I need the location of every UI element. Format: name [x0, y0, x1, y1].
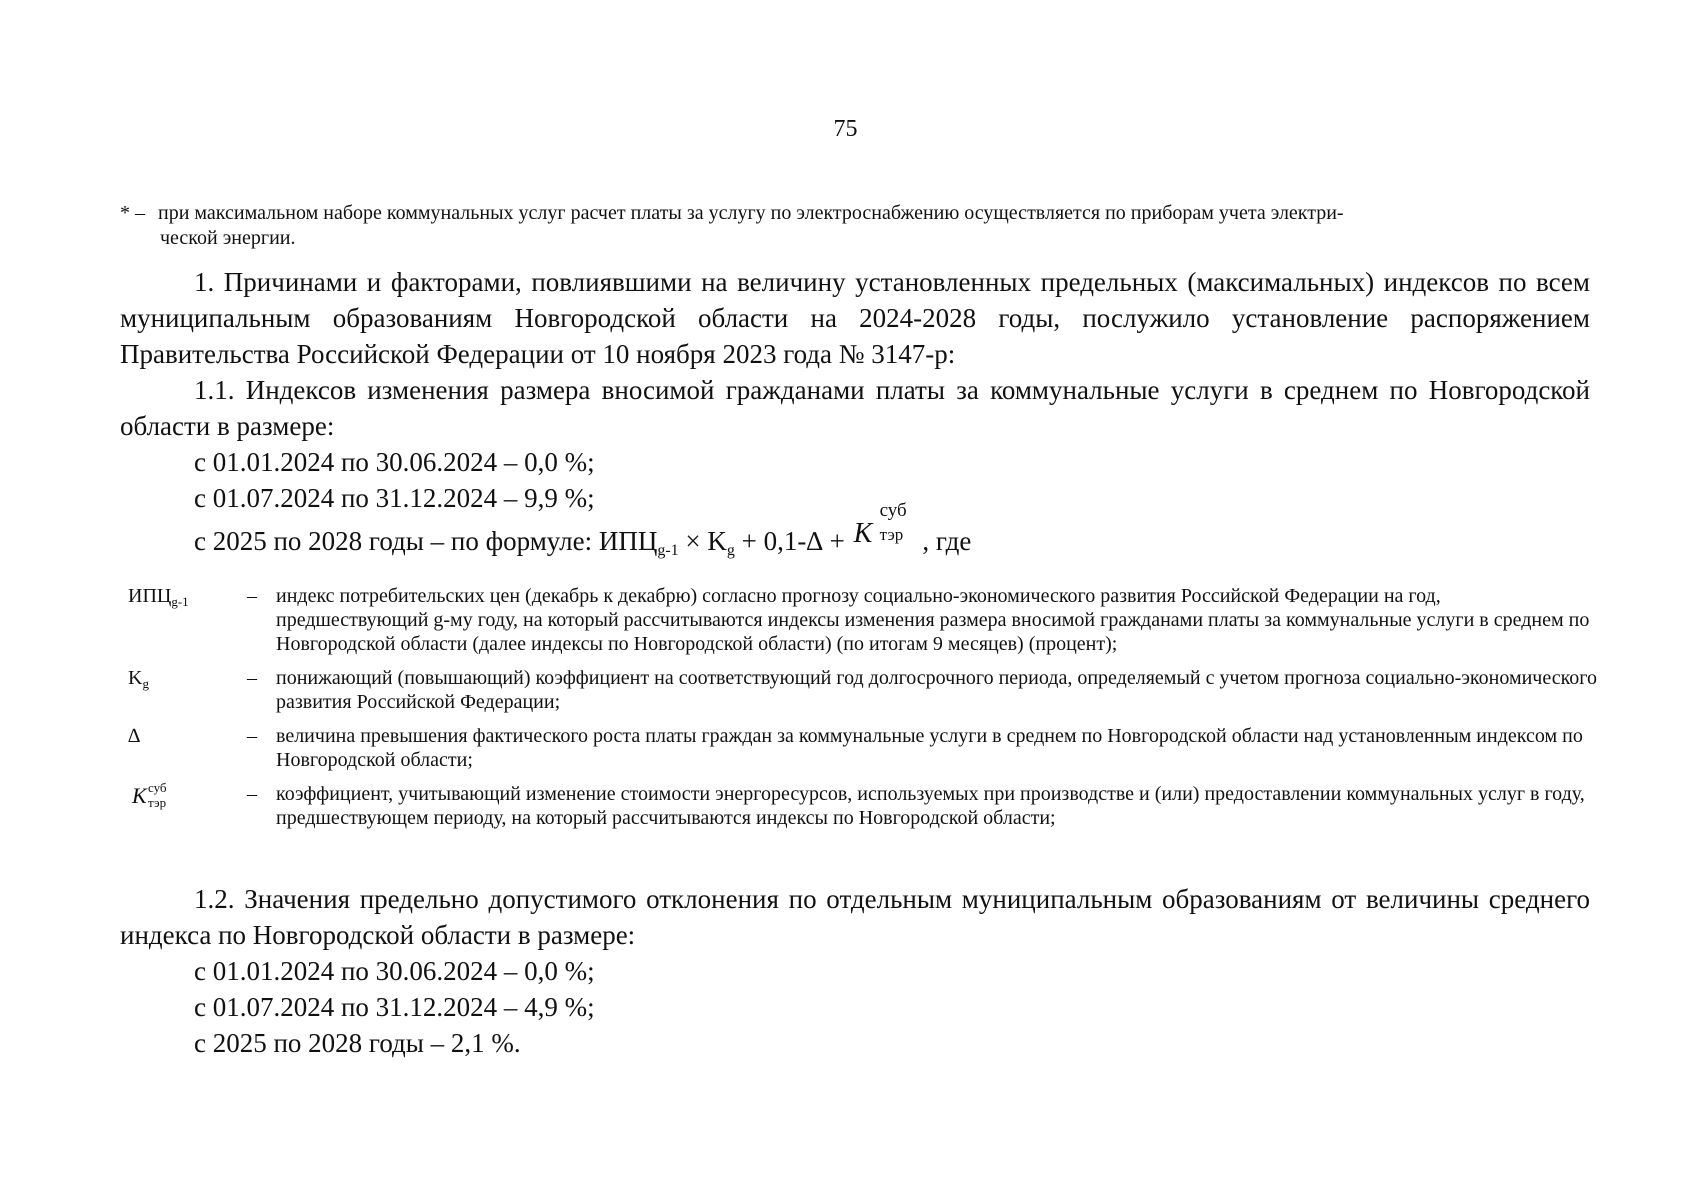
- term-sup: суб: [148, 780, 167, 795]
- section-1-2-item2: с 01.07.2024 по 31.12.2024 – 4,9 %;: [194, 992, 595, 1022]
- section-1-2: [120, 881, 1590, 1061]
- definition-term-delta: [128, 724, 228, 772]
- section-1-2-intro: 1.2. Значения предельно допустимого отклонения по отдельным муниципальным образованиям от величины среднего индекса по Новгородской области в размере:: [120, 884, 1590, 950]
- formula-k-letter: K: [853, 518, 873, 549]
- definition-text: понижающий (повышающий) коэффициент на соответствующий год долгосрочного периода, определяемый с учетом прогноза социально-экономического развития Российской Федерации;: [276, 667, 1598, 713]
- term-base: ∆: [128, 725, 141, 747]
- definition-term-ipc: [128, 584, 228, 656]
- definition-dash: –: [247, 585, 257, 607]
- section-1-1-item1: с 01.01.2024 по 30.06.2024 – 0,0 %;: [194, 447, 595, 477]
- footnote: [120, 201, 1600, 251]
- definition-term-kg: [128, 666, 228, 714]
- formula-k-sub: тэр: [879, 525, 904, 544]
- definitions-list: [128, 584, 1598, 840]
- definition-term-k-ter: [128, 782, 228, 830]
- formula-k-ter: [852, 500, 916, 550]
- term-sub: тэр: [148, 795, 167, 810]
- formula-suffix: , где: [915, 526, 972, 556]
- section-1-1-item2: с 01.07.2024 по 31.12.2024 – 9,9 %;: [194, 483, 595, 513]
- section-1-2-item3: с 2025 по 2028 годы – 2,1 %.: [194, 1028, 521, 1058]
- formula-prefix: с 2025 по 2028 годы – по формуле: ИПЦ: [194, 526, 658, 556]
- section-1-1-intro: 1.1. Индексов изменения размера вносимой гражданами платы за коммунальные услуги в среднем по Новгородской области в размере:: [120, 375, 1590, 441]
- term-sub: g: [142, 676, 149, 691]
- formula-k-sup: суб: [879, 500, 907, 521]
- footnote-line1: при максимальном наборе коммунальных услуг расчет платы за услугу по электроснабжению осуществляется по приборам учета электри-: [158, 202, 1344, 224]
- formula-times-k: × K: [678, 526, 727, 556]
- page-number: 75: [833, 116, 858, 142]
- term-base: K: [128, 667, 143, 689]
- formula-sub-g1: g-1: [657, 542, 679, 559]
- footnote-line2: ческой энергии.: [160, 227, 296, 249]
- formula-sub-g: g: [726, 542, 735, 559]
- definition-row: [128, 666, 1598, 714]
- definition-dash: –: [247, 725, 257, 747]
- definition-dash: –: [247, 667, 257, 689]
- definition-text: индекс потребительских цен (декабрь к декабрю) согласно прогнозу социально-экономического развития Российской Федерации на год, предшествующий g-му году, на который рассчитываются индексы изменения размера вносимой гражданами платы за коммунальные услуги в среднем по Новгородской области (далее индексы по Новгородской области) (по итогам 9 месяцев) (процент);: [276, 585, 1590, 655]
- definition-row: [128, 584, 1598, 656]
- term-base: ИПЦ: [128, 585, 172, 607]
- formula-line: [194, 500, 972, 560]
- definition-row: [128, 782, 1598, 830]
- term-sub: g-1: [171, 594, 189, 609]
- k-ter-symbol: [128, 782, 178, 808]
- footnote-mark: * –: [120, 202, 145, 224]
- definition-dash: –: [247, 783, 257, 805]
- section-1: [120, 264, 1590, 516]
- definition-text: величина превышения фактического роста платы граждан за коммунальные услуги в среднем по Новгородской области над установленным индексом по Новгородской области;: [276, 725, 1583, 771]
- section-1-intro: 1. Причинами и факторами, повлиявшими на величину установленных предельных (максимальных) индексов по всем муниципальным образованиям Новгородской области на 2024-2028 годы, послужило установление распоряжением Правительства Российской Федерации от 10 ноября 2023 года № 3147-р:: [120, 267, 1590, 369]
- definition-text: коэффициент, учитывающий изменение стоимости энергоресурсов, используемых при производстве и (или) предоставлении коммунальных услуг в году, предшествующем периоду, на который рассчитываются индексы по Новгородской области;: [276, 783, 1585, 829]
- definition-row: [128, 724, 1598, 772]
- formula-middle: + 0,1-∆ +: [734, 526, 852, 556]
- section-1-2-item1: с 01.01.2024 по 30.06.2024 – 0,0 %;: [194, 956, 595, 986]
- term-k: K: [132, 783, 147, 808]
